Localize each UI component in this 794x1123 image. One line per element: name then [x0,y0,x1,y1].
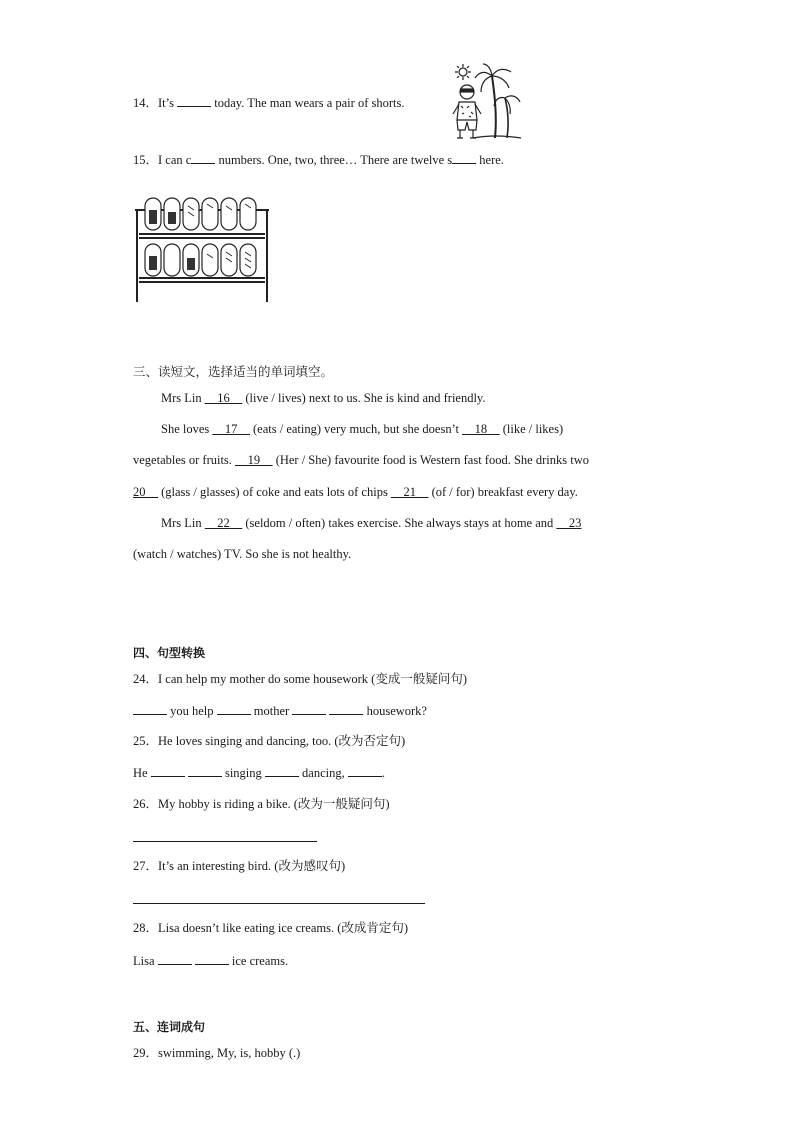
answer-line-26[interactable] [133,841,317,842]
answer-blank[interactable] [329,702,363,715]
question-26 [133,796,390,812]
question-number: 24． [133,672,159,686]
question-27 [133,858,345,874]
answer-blank[interactable] [191,151,215,164]
blank-20[interactable]: 20 [133,485,146,499]
question-number: 25． [133,734,159,748]
section-5-heading: 五、连词成句 [133,1020,206,1034]
answer-blank[interactable] [188,764,222,777]
blank-23[interactable]: 23 [568,516,582,530]
question-text: swimming, My, is, hobby (.) [158,1046,301,1060]
passage-line-4: 20 (glass / glasses) of coke and eats lots of chips 21 (of / for) breakfast every day. [133,485,578,499]
answer-blank[interactable] [265,764,299,777]
passage-line-2: She loves 17 (eats / eating) very much, but she doesn’t 18 (like / likes) [161,422,564,436]
question-number: 27． [133,859,159,873]
blank-21[interactable]: 21 [403,485,416,499]
question-text: here. [479,153,504,167]
question-number: 29． [133,1046,159,1060]
question-text: Lisa doesn’t like eating ice creams. (改成肯定句) [158,921,409,935]
question-text: I can c [158,153,192,167]
answer-28: Lisa ice creams. [133,954,289,968]
question-25 [133,733,405,749]
shoe-rack-illustration [131,190,275,308]
passage-line-1: Mrs Lin 16 (live / lives) next to us. She is kind and friendly. [161,391,486,405]
answer-blank[interactable] [177,94,211,107]
blank-19[interactable]: 19 [247,453,261,467]
section-4-heading: 四、句型转换 [133,646,206,660]
question-28 [133,920,408,936]
question-text: I can help my mother do some housework (变成一般疑问句) [158,672,467,686]
question-15 [133,151,504,168]
passage-line-5: Mrs Lin 22 (seldom / often) takes exercise. She always stays at home and 23 [161,516,582,530]
answer-blank[interactable] [158,952,192,965]
question-text: today. The man wears a pair of shorts. [214,96,405,110]
question-text: It’s an interesting bird. (改为感叹句) [158,859,346,873]
answer-line-27[interactable] [133,903,425,904]
question-29 [133,1045,300,1061]
beach-man-illustration [445,62,523,142]
answer-blank[interactable] [217,702,251,715]
answer-blank[interactable] [292,702,326,715]
question-number: 14． [133,96,159,110]
question-text: My hobby is riding a bike. (改为一般疑问句) [158,797,390,811]
question-number: 28． [133,921,159,935]
blank-17[interactable]: 17 [224,422,238,436]
blank-16[interactable]: 16 [217,391,230,405]
answer-blank[interactable] [348,764,382,777]
section-3-heading: 三、读短文，选择适当的单词填空。 [133,364,334,379]
question-text: It’s [158,96,174,110]
answer-blank[interactable] [452,151,476,164]
answer-blank[interactable] [133,702,167,715]
question-14 [133,94,404,111]
answer-blank[interactable] [195,952,229,965]
passage-line-3: vegetables or fruits. 19 (Her / She) favourite food is Western fast food. She drinks two [133,453,589,467]
question-number: 15． [133,153,159,167]
question-text: He loves singing and dancing, too. (改为否定句) [158,734,406,748]
question-24 [133,671,467,687]
answer-24: you help mother housework? [133,702,427,719]
answer-blank[interactable] [151,764,185,777]
answer-25: He singing dancing, . [133,766,385,780]
passage-line-6: (watch / watches) TV. So she is not healthy. [133,547,352,561]
question-text: numbers. One, two, three… There are twelve s [218,153,453,167]
question-number: 26． [133,797,159,811]
blank-22[interactable]: 22 [217,516,230,530]
blank-18[interactable]: 18 [474,422,488,436]
